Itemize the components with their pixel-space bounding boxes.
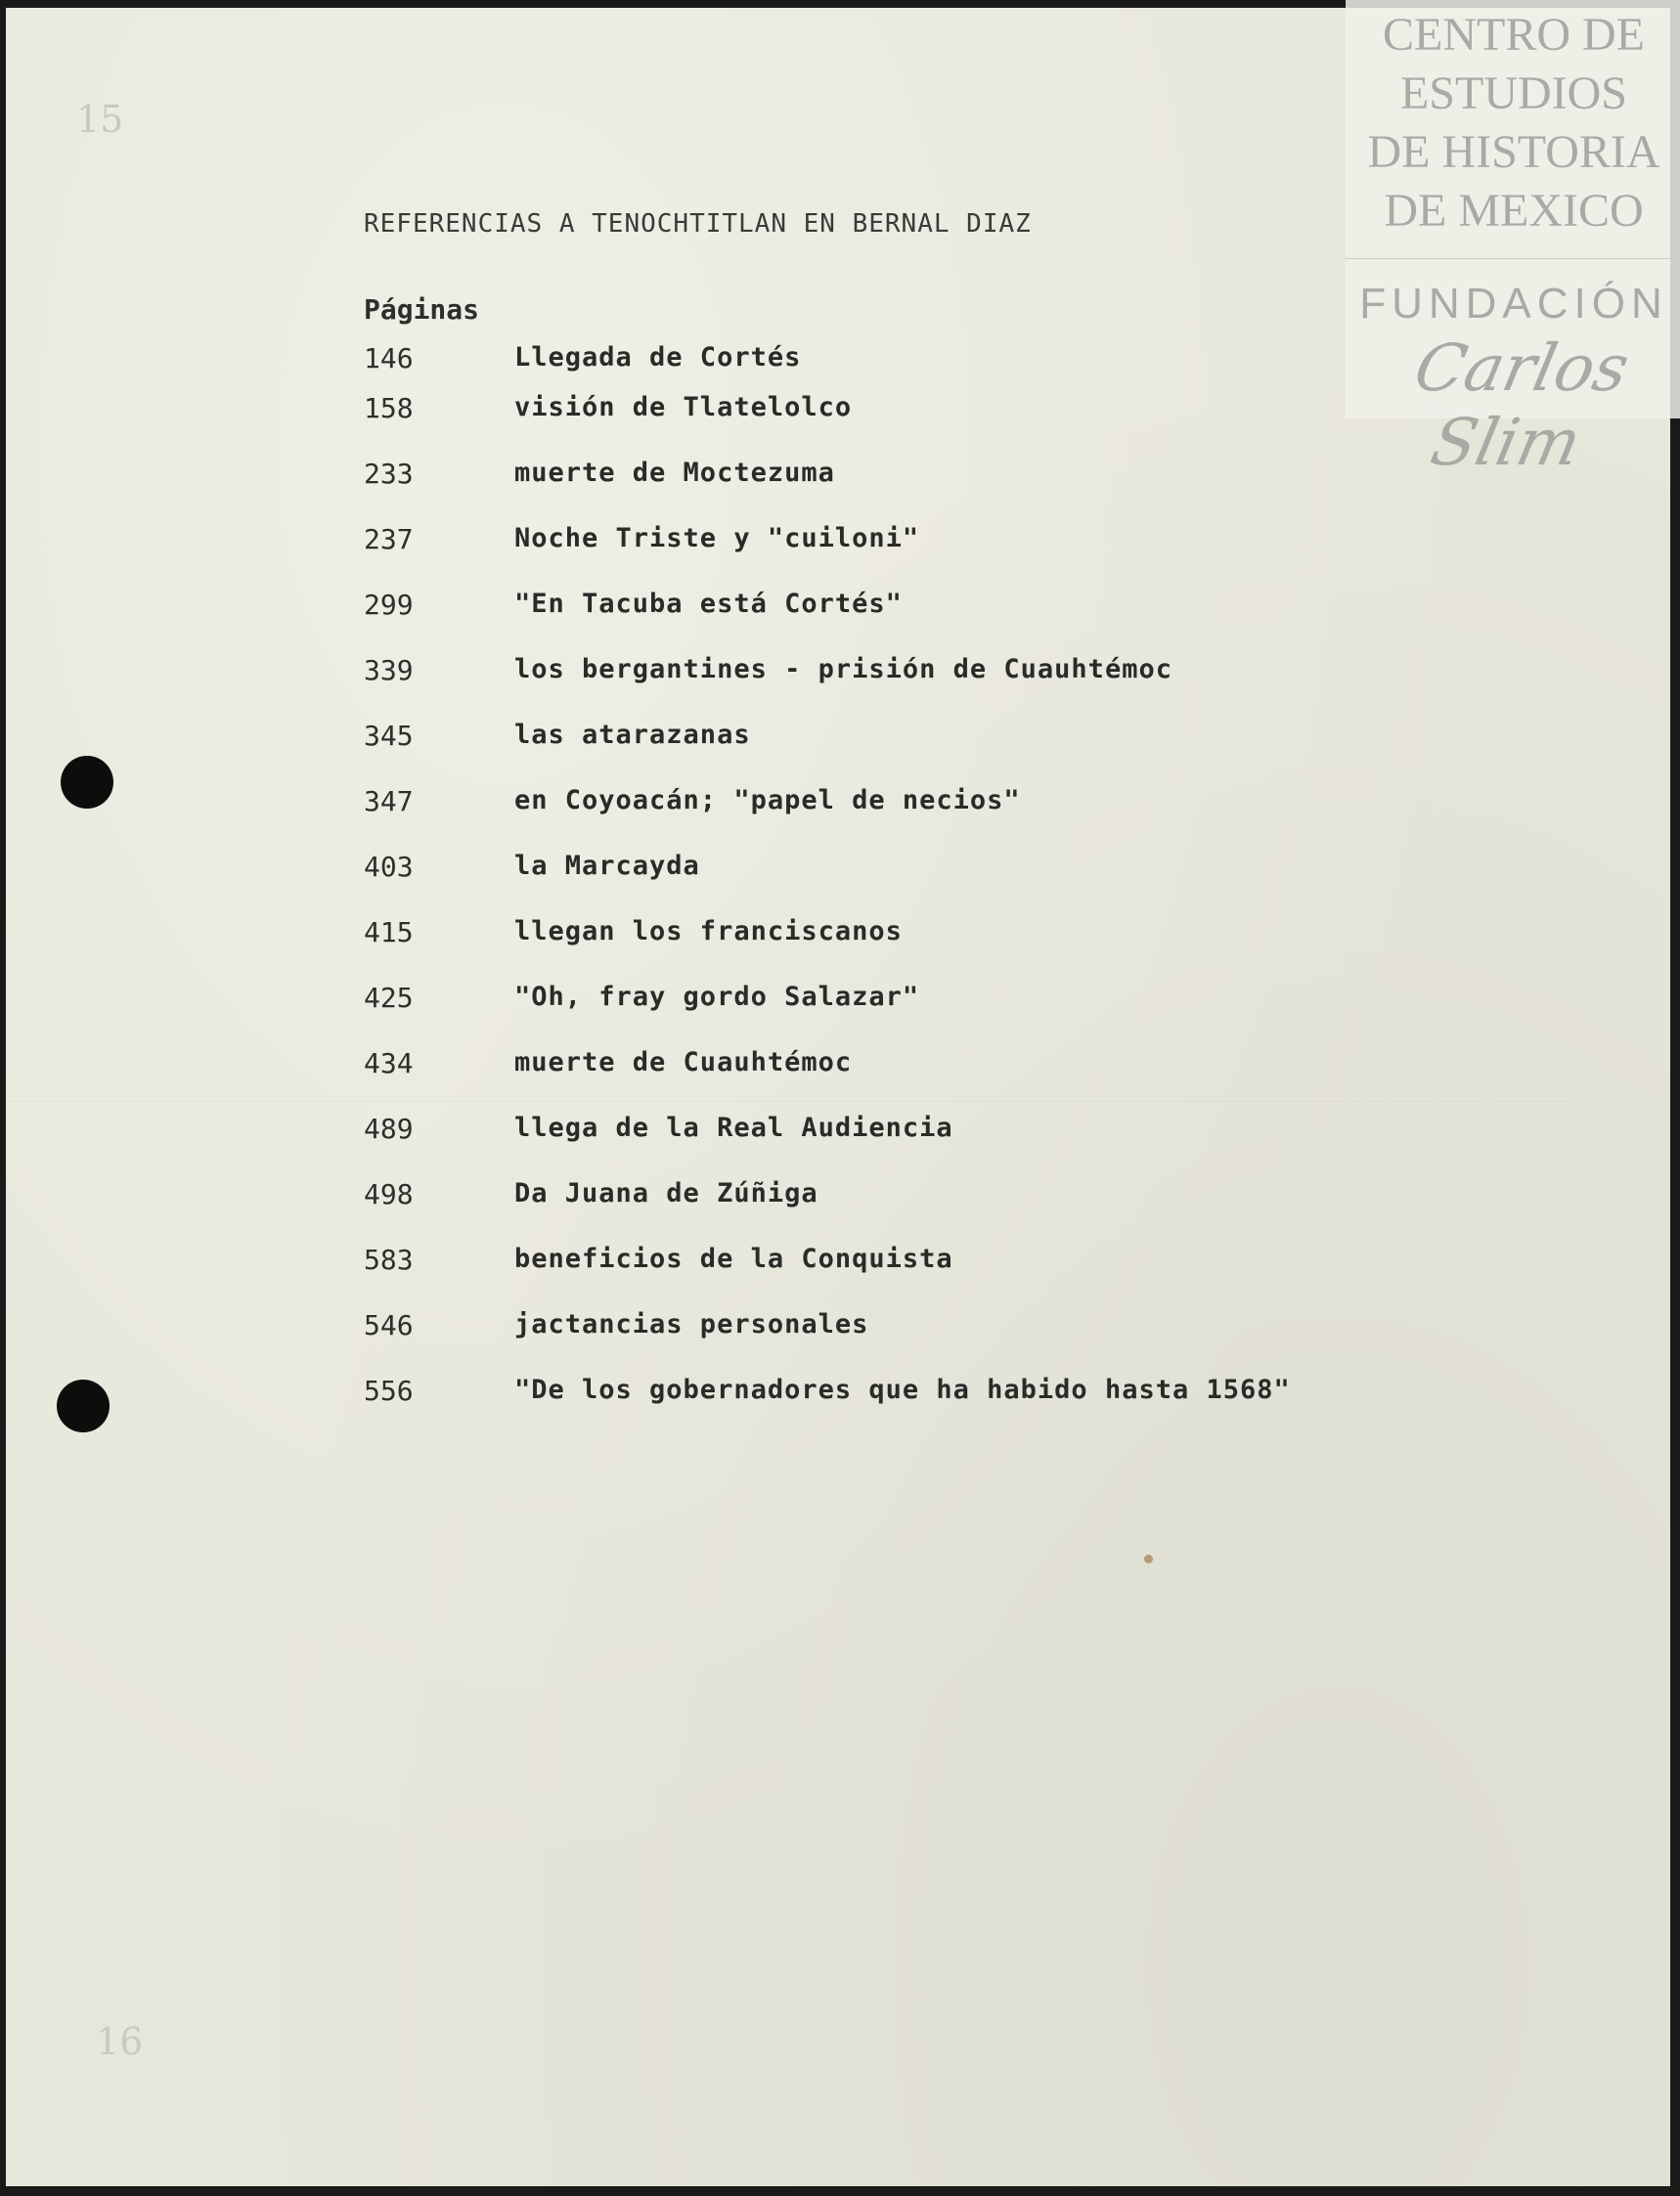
stamp-line: CENTRO DE [1383, 9, 1645, 61]
reference-text: las atarazanas [514, 720, 751, 750]
page-number: 146 [364, 342, 414, 374]
page-number: 403 [364, 851, 414, 883]
page-number: 556 [364, 1375, 414, 1407]
page-number: 546 [364, 1309, 414, 1341]
reference-text: en Coyoacán; "papel de necios" [514, 785, 1021, 815]
reference-text: la Marcayda [514, 851, 700, 881]
reference-text: los bergantines - prisión de Cuauhtémoc [514, 654, 1172, 684]
archive-name [1346, 0, 1680, 259]
reference-text: Da Juana de Zúñiga [514, 1178, 818, 1208]
reference-text: "En Tacuba está Cortés" [514, 589, 903, 619]
page-number: 498 [364, 1178, 414, 1210]
reference-text: llega de la Real Audiencia [514, 1113, 953, 1143]
reference-text: jactancias personales [514, 1309, 869, 1340]
page-number: 299 [364, 589, 414, 621]
reference-text: llegan los franciscanos [514, 916, 903, 946]
fold-line [6, 1101, 1670, 1103]
punch-hole [57, 1380, 110, 1432]
reference-text: "Oh, fray gordo Salazar" [514, 982, 920, 1012]
margin-pencil-mark: 16 [96, 2020, 144, 2063]
margin-pencil-mark: 15 [76, 98, 124, 141]
reference-text: beneficios de la Conquista [514, 1244, 953, 1274]
reference-text: muerte de Moctezuma [514, 458, 835, 488]
punch-hole [61, 756, 113, 809]
paper-speck [1144, 1555, 1153, 1563]
page-number: 339 [364, 654, 414, 686]
page-number: 434 [364, 1047, 414, 1079]
page-number: 489 [364, 1113, 414, 1145]
page-number: 425 [364, 982, 414, 1014]
foundation-label: FUNDACIÓN [1359, 280, 1668, 328]
page-number: 347 [364, 785, 414, 817]
page-number: 345 [364, 720, 414, 752]
page-number: 158 [364, 392, 414, 424]
reference-text: "De los gobernadores que ha habido hasta 1568" [514, 1375, 1291, 1405]
reference-text: muerte de Cuauhtémoc [514, 1047, 853, 1077]
stamp-line: DE MEXICO [1384, 185, 1644, 237]
foundation-signature: Carlos Slim [1407, 330, 1636, 480]
page-number: 237 [364, 523, 414, 555]
page-number: 415 [364, 916, 414, 948]
document-title: REFERENCIAS A TENOCHTITLAN EN BERNAL DIAZ [364, 209, 1032, 239]
document-page [6, 8, 1670, 2186]
stamp-line: ESTUDIOS [1399, 67, 1627, 119]
reference-text: Noche Triste y "cuiloni" [514, 523, 920, 553]
page-number: 233 [364, 458, 414, 490]
archive-stamp [1346, 0, 1680, 480]
page-number: 583 [364, 1244, 414, 1276]
reference-text: visión de Tlatelolco [514, 392, 853, 422]
stamp-line: DE HISTORIA [1367, 126, 1660, 178]
pages-column-header: Páginas [364, 293, 480, 326]
reference-text: Llegada de Cortés [514, 342, 802, 373]
